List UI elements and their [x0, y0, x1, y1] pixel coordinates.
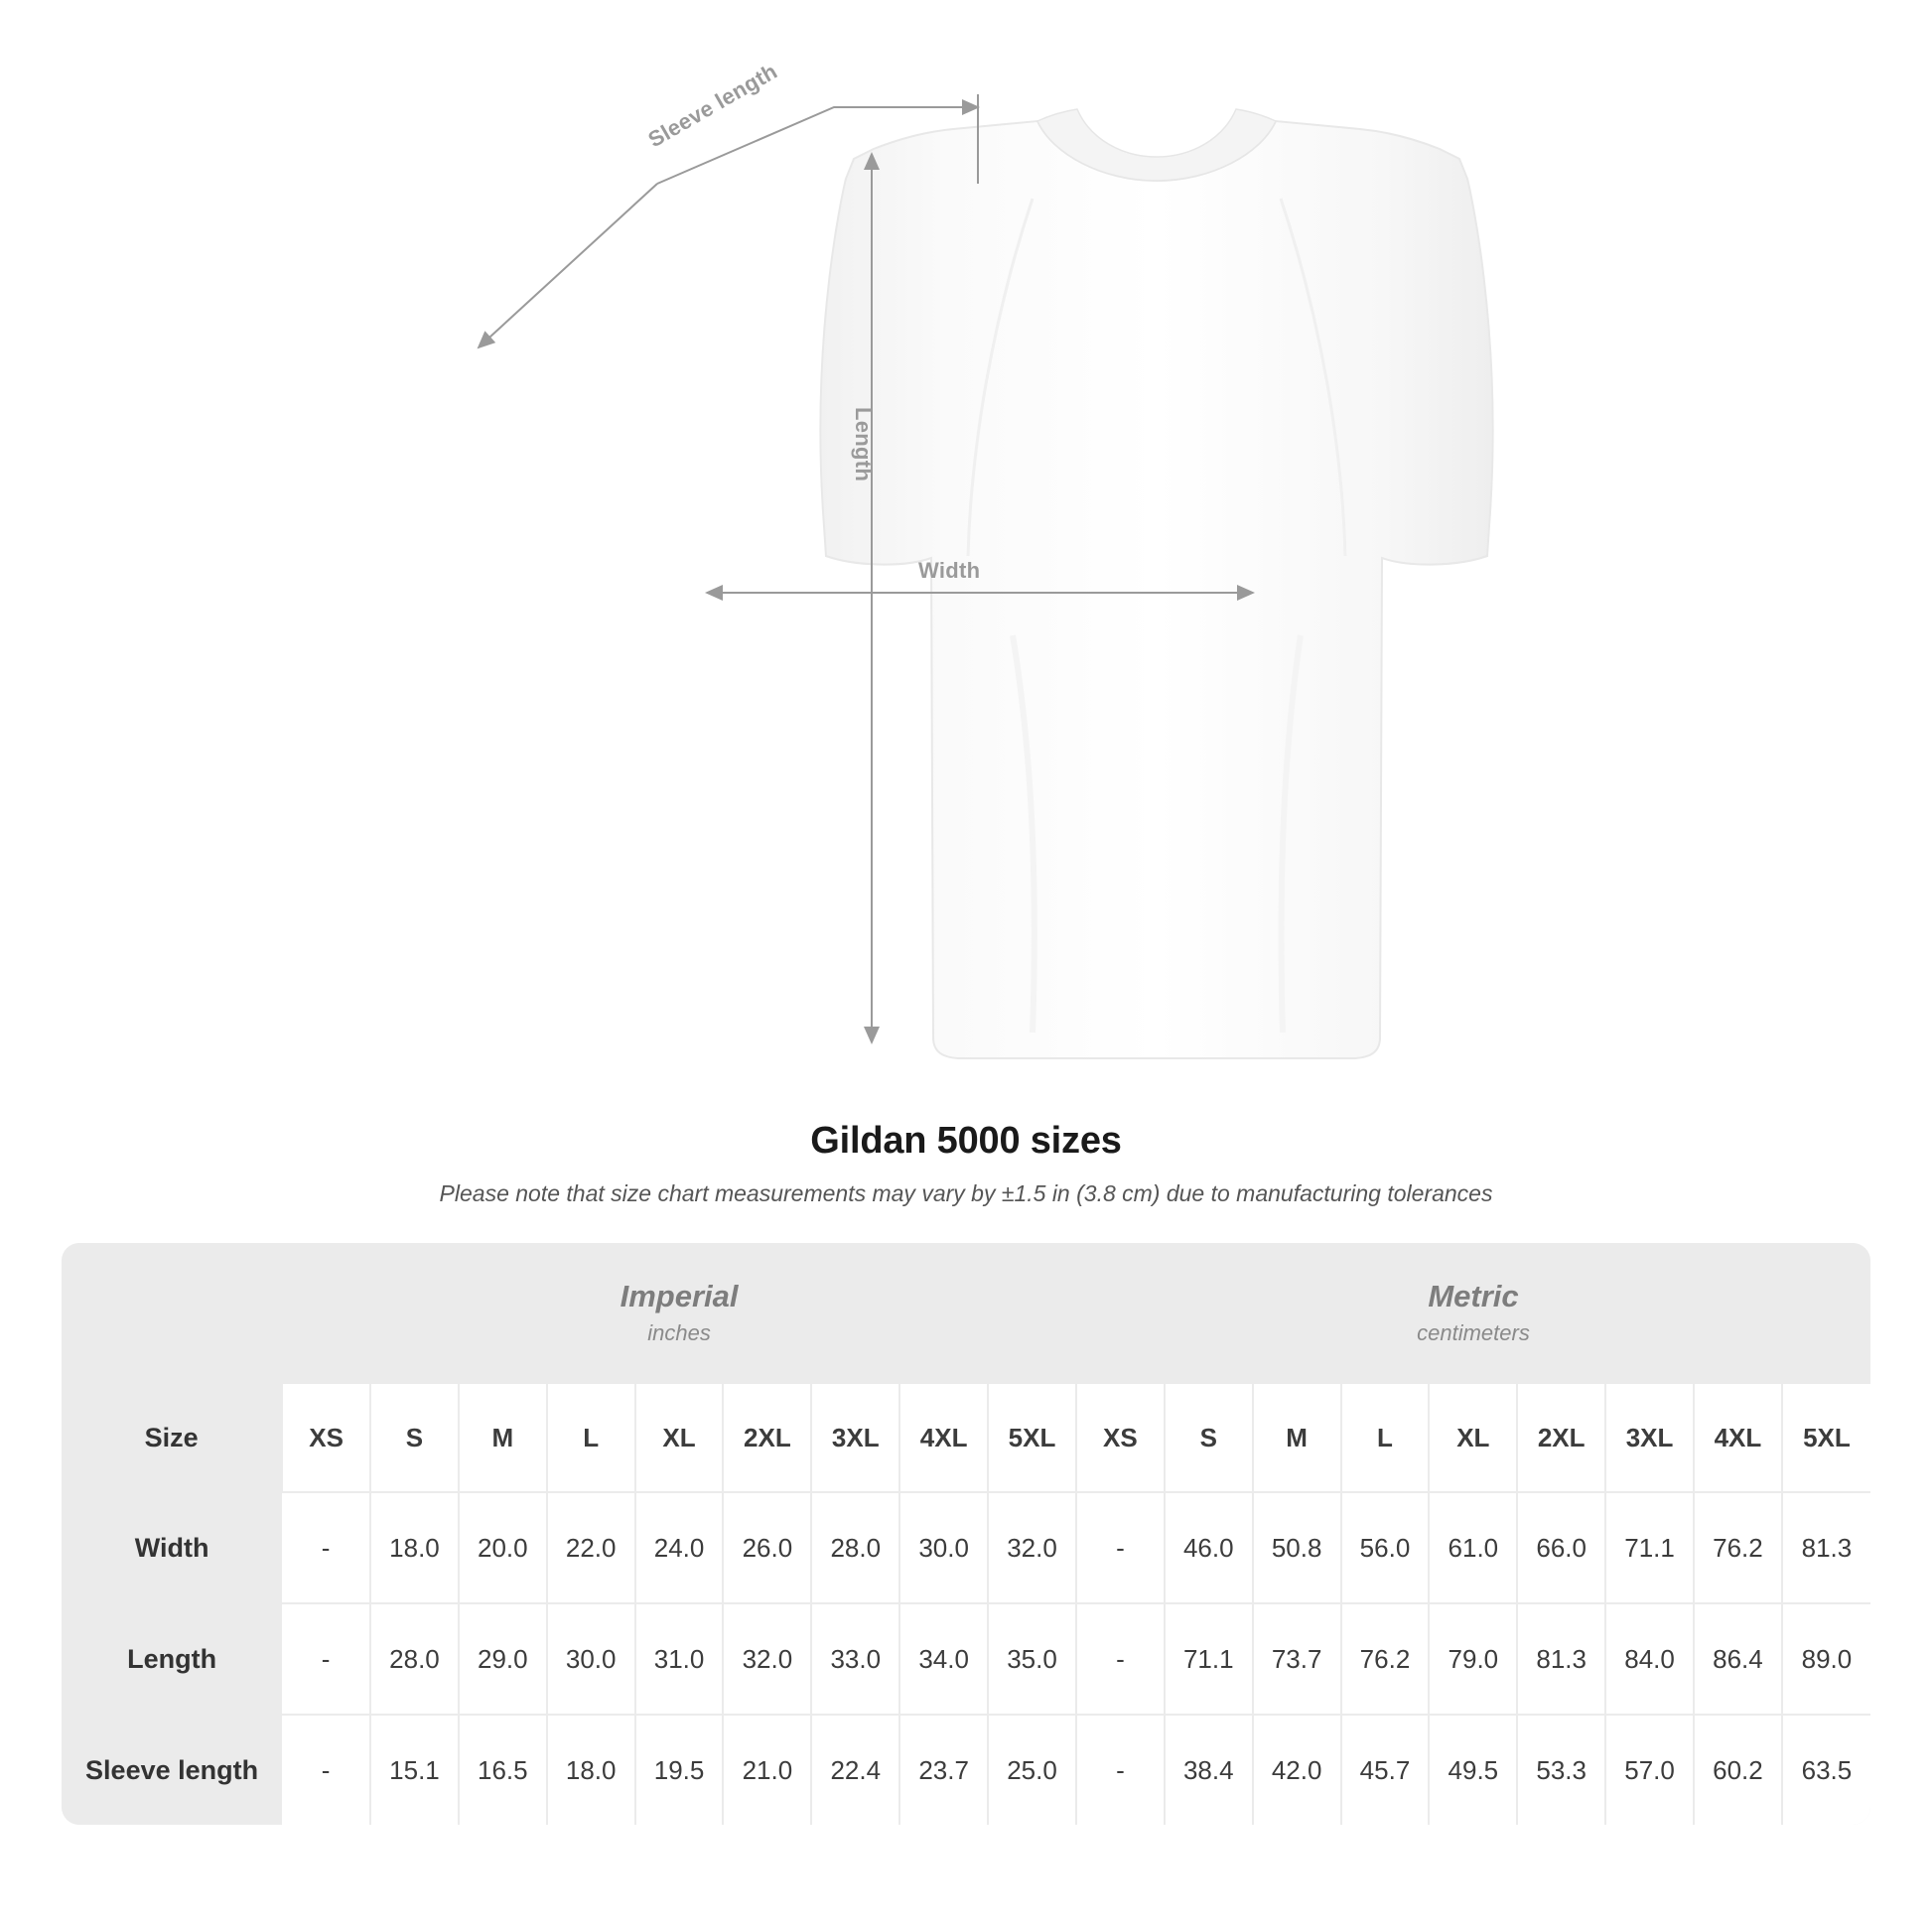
- cell-sleeve-imperial-4xl: 23.7: [899, 1715, 988, 1825]
- cell-length-metric-xs: -: [1076, 1603, 1165, 1715]
- cell-sleeve-metric-xl: 49.5: [1429, 1715, 1517, 1825]
- unit-header-row: [62, 1243, 1870, 1384]
- unit-header-imperial: [282, 1243, 1076, 1384]
- size-col-metric-s: S: [1165, 1384, 1253, 1492]
- page-title: Gildan 5000 sizes: [810, 1120, 1122, 1162]
- cell-sleeve-imperial-m: 16.5: [459, 1715, 547, 1825]
- size-header-label: Size: [62, 1384, 282, 1492]
- cell-sleeve-imperial-5xl: 25.0: [988, 1715, 1076, 1825]
- table-row: [62, 1492, 1870, 1603]
- width-label: Width: [918, 558, 981, 583]
- cell-length-imperial-2xl: 32.0: [723, 1603, 811, 1715]
- metric-sub: centimeters: [1417, 1319, 1530, 1345]
- cell-sleeve-metric-2xl: 53.3: [1517, 1715, 1605, 1825]
- cell-sleeve-metric-5xl: 63.5: [1782, 1715, 1870, 1825]
- unit-header-spacer: [62, 1243, 282, 1384]
- cell-width-metric-xl: 61.0: [1429, 1492, 1517, 1603]
- cell-width-imperial-5xl: 32.0: [988, 1492, 1076, 1603]
- size-col-metric-4xl: 4XL: [1694, 1384, 1782, 1492]
- cell-width-metric-s: 46.0: [1165, 1492, 1253, 1603]
- cell-length-metric-2xl: 81.3: [1517, 1603, 1605, 1715]
- size-col-metric-3xl: 3XL: [1605, 1384, 1694, 1492]
- cell-length-imperial-xs: -: [282, 1603, 370, 1715]
- size-col-metric-2xl: 2XL: [1517, 1384, 1605, 1492]
- size-col-metric-xl: XL: [1429, 1384, 1517, 1492]
- size-col-imperial-m: M: [459, 1384, 547, 1492]
- cell-width-metric-l: 56.0: [1341, 1492, 1430, 1603]
- cell-length-metric-l: 76.2: [1341, 1603, 1430, 1715]
- cell-sleeve-imperial-xl: 19.5: [635, 1715, 724, 1825]
- size-col-imperial-s: S: [370, 1384, 459, 1492]
- cell-length-imperial-3xl: 33.0: [811, 1603, 899, 1715]
- size-header-row: [62, 1384, 1870, 1492]
- size-col-metric-l: L: [1341, 1384, 1430, 1492]
- cell-sleeve-imperial-xs: -: [282, 1715, 370, 1825]
- cell-width-metric-4xl: 76.2: [1694, 1492, 1782, 1603]
- table-row: [62, 1715, 1870, 1825]
- cell-width-imperial-2xl: 26.0: [723, 1492, 811, 1603]
- unit-header-metric: [1076, 1243, 1870, 1384]
- cell-length-metric-s: 71.1: [1165, 1603, 1253, 1715]
- size-col-imperial-5xl: 5XL: [988, 1384, 1076, 1492]
- cell-sleeve-metric-s: 38.4: [1165, 1715, 1253, 1825]
- size-col-metric-5xl: 5XL: [1782, 1384, 1870, 1492]
- sleeve-length-label: Sleeve length: [643, 58, 782, 153]
- size-chart-table-wrapper: [62, 1243, 1870, 1825]
- cell-sleeve-imperial-s: 15.1: [370, 1715, 459, 1825]
- cell-width-metric-2xl: 66.0: [1517, 1492, 1605, 1603]
- cell-width-imperial-s: 18.0: [370, 1492, 459, 1603]
- cell-sleeve-imperial-2xl: 21.0: [723, 1715, 811, 1825]
- size-col-imperial-l: L: [547, 1384, 635, 1492]
- cell-width-metric-5xl: 81.3: [1782, 1492, 1870, 1603]
- imperial-sub: inches: [647, 1319, 711, 1345]
- size-col-metric-xs: XS: [1076, 1384, 1165, 1492]
- title-block: [0, 1120, 1932, 1207]
- cell-width-imperial-m: 20.0: [459, 1492, 547, 1603]
- cell-length-imperial-xl: 31.0: [635, 1603, 724, 1715]
- cell-sleeve-metric-m: 42.0: [1253, 1715, 1341, 1825]
- size-col-metric-m: M: [1253, 1384, 1341, 1492]
- cell-width-imperial-3xl: 28.0: [811, 1492, 899, 1603]
- cell-length-metric-4xl: 86.4: [1694, 1603, 1782, 1715]
- cell-width-metric-m: 50.8: [1253, 1492, 1341, 1603]
- cell-length-metric-xl: 79.0: [1429, 1603, 1517, 1715]
- size-col-imperial-2xl: 2XL: [723, 1384, 811, 1492]
- cell-length-imperial-m: 29.0: [459, 1603, 547, 1715]
- cell-width-metric-3xl: 71.1: [1605, 1492, 1694, 1603]
- size-col-imperial-xl: XL: [635, 1384, 724, 1492]
- cell-sleeve-metric-xs: -: [1076, 1715, 1165, 1825]
- cell-sleeve-imperial-l: 18.0: [547, 1715, 635, 1825]
- cell-length-metric-m: 73.7: [1253, 1603, 1341, 1715]
- row-label-width: Width: [62, 1492, 282, 1603]
- cell-sleeve-metric-3xl: 57.0: [1605, 1715, 1694, 1825]
- cell-width-imperial-xl: 24.0: [635, 1492, 724, 1603]
- tshirt-shape: [820, 109, 1492, 1058]
- cell-length-imperial-5xl: 35.0: [988, 1603, 1076, 1715]
- tolerance-note: Please note that size chart measurements may vary by ±1.5 in (3.8 cm) due to manufacturing tolerances: [439, 1180, 1493, 1206]
- cell-length-metric-5xl: 89.0: [1782, 1603, 1870, 1715]
- cell-length-metric-3xl: 84.0: [1605, 1603, 1694, 1715]
- cell-length-imperial-4xl: 34.0: [899, 1603, 988, 1715]
- imperial-name: Imperial: [620, 1279, 739, 1314]
- length-label: Length: [851, 407, 876, 483]
- cell-length-imperial-l: 30.0: [547, 1603, 635, 1715]
- cell-width-imperial-xs: -: [282, 1492, 370, 1603]
- cell-length-imperial-s: 28.0: [370, 1603, 459, 1715]
- size-col-imperial-4xl: 4XL: [899, 1384, 988, 1492]
- cell-width-metric-xs: -: [1076, 1492, 1165, 1603]
- row-label-sleeve-length: Sleeve length: [62, 1715, 282, 1825]
- size-col-imperial-xs: XS: [282, 1384, 370, 1492]
- cell-sleeve-imperial-3xl: 22.4: [811, 1715, 899, 1825]
- cell-width-imperial-4xl: 30.0: [899, 1492, 988, 1603]
- size-chart-table: [62, 1243, 1870, 1825]
- cell-sleeve-metric-4xl: 60.2: [1694, 1715, 1782, 1825]
- size-col-imperial-3xl: 3XL: [811, 1384, 899, 1492]
- row-label-length: Length: [62, 1603, 282, 1715]
- table-row: [62, 1603, 1870, 1715]
- cell-width-imperial-l: 22.0: [547, 1492, 635, 1603]
- cell-sleeve-metric-l: 45.7: [1341, 1715, 1430, 1825]
- metric-name: Metric: [1428, 1279, 1519, 1314]
